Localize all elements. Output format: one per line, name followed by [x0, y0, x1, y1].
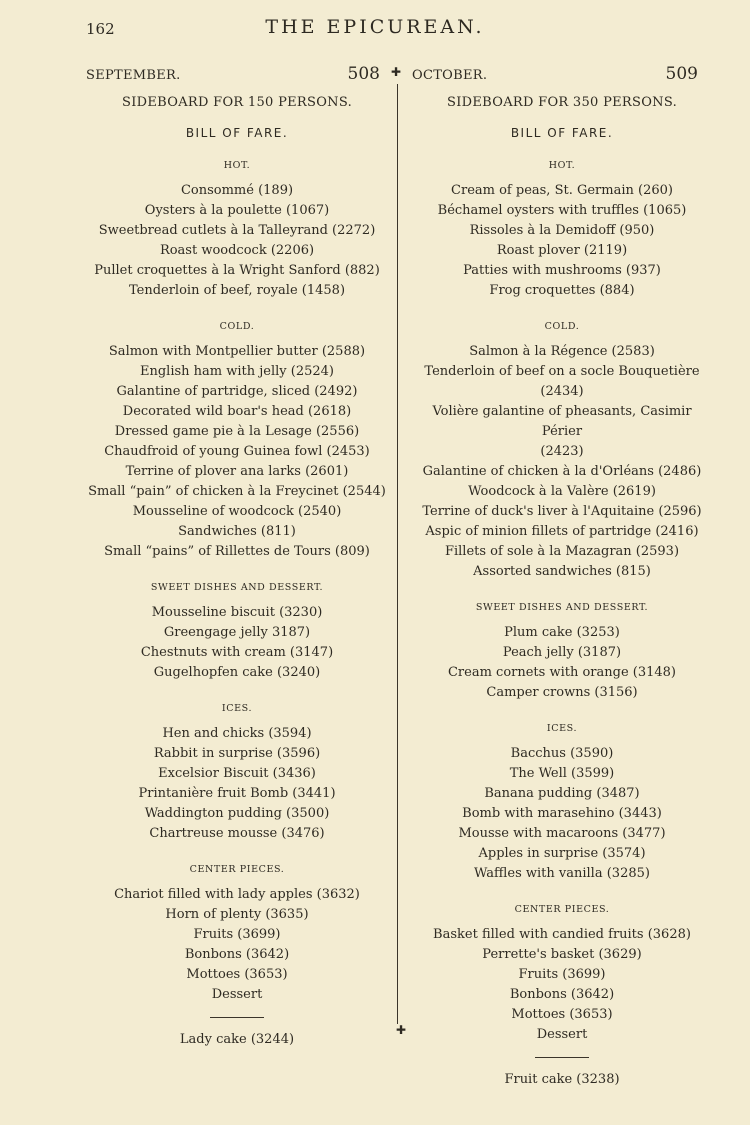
menu-item: Fruits (3699) [518, 967, 606, 982]
page-number: 162 [86, 20, 115, 38]
cold-list [412, 342, 712, 582]
menu-item: Printanière fruit Bomb (3441) [138, 786, 336, 801]
menu-item: Galantine of chicken à la d'Orléans (2486) [422, 464, 702, 479]
ices-list [412, 744, 712, 884]
section-ices: ICES. [546, 723, 578, 734]
menu-item: Frog croquettes (884) [489, 283, 635, 298]
menu-item: Assorted sandwiches (815) [473, 564, 651, 579]
menu-item: Aspic of minion fillets of partridge (2416) [425, 524, 699, 539]
menu-item: (2434) [540, 384, 584, 399]
menu-item: Patties with mushrooms (937) [463, 263, 661, 278]
hot-list [86, 181, 388, 301]
menu-509 [412, 64, 712, 1090]
menu-item: Bomb with marasehino (3443) [462, 806, 662, 821]
ices-list [86, 724, 388, 844]
menu-item: Camper crowns (3156) [486, 685, 638, 700]
menu-header [412, 64, 712, 86]
menu-item: Hen and chicks (3594) [162, 726, 312, 741]
menu-item: Perrette's basket (3629) [482, 947, 642, 962]
month: OCTOBER. [412, 68, 488, 83]
sweet-list [86, 603, 388, 683]
bill-of-fare: BILL OF FARE. [185, 126, 289, 140]
menu-item: Horn of plenty (3635) [165, 907, 309, 922]
menu-item: Pullet croquettes à la Wright Sanford (882) [94, 263, 380, 278]
section-center-pieces: CENTER PIECES. [514, 904, 610, 915]
menu-508 [86, 64, 388, 1050]
section-hot: HOT. [548, 160, 576, 171]
footer-item: Fruit cake (3238) [504, 1072, 620, 1087]
menu-item: Sweetbread cutlets à la Talleyrand (2272) [98, 223, 376, 238]
menu-item: Waddington pudding (3500) [144, 806, 330, 821]
menu-item: English ham with jelly (2524) [139, 364, 335, 379]
menu-item: Salmon with Montpellier butter (2588) [108, 344, 366, 359]
menu-item: Fruits (3699) [193, 927, 281, 942]
short-rule [210, 1017, 264, 1018]
menu-item: Cream of peas, St. Germain (260) [451, 183, 673, 198]
menu-item: Terrine of plover ana larks (2601) [125, 464, 349, 479]
menu-item: Chartreuse mousse (3476) [149, 826, 325, 841]
sweet-list [412, 623, 712, 703]
menu-item: The Well (3599) [509, 766, 615, 781]
menu-item: Chaudfroid of young Guinea fowl (2453) [104, 444, 370, 459]
sideboard-title: SIDEBOARD FOR 350 PERSONS. [446, 95, 678, 110]
menu-item: Basket filled with candied fruits (3628) [433, 927, 691, 942]
menu-item: Galantine of partridge, sliced (2492) [116, 384, 358, 399]
menu-item: Sandwiches (811) [178, 524, 296, 539]
section-cold: COLD. [219, 321, 255, 332]
menu-item: Mousse with macaroons (3477) [458, 826, 666, 841]
menu-item: Banana pudding (3487) [484, 786, 640, 801]
menu-item: Mottoes (3653) [186, 967, 288, 982]
cross-ornament-top: ✚ [391, 65, 402, 79]
footer-item: Lady cake (3244) [179, 1032, 295, 1047]
section-hot: HOT. [223, 160, 251, 171]
menu-item: Roast plover (2119) [496, 243, 628, 258]
menu-item: Bonbons (3642) [509, 987, 615, 1002]
section-cold: COLD. [544, 321, 580, 332]
section-ices: ICES. [221, 703, 253, 714]
menu-item: Mousseline biscuit (3230) [151, 605, 323, 620]
bill-of-fare: BILL OF FARE. [510, 126, 614, 140]
section-sweet: SWEET DISHES AND DESSERT. [150, 582, 324, 593]
center-list [86, 885, 388, 1005]
cold-list [86, 342, 388, 562]
short-rule [535, 1057, 589, 1058]
menu-item: Woodcock à la Valère (2619) [468, 484, 656, 499]
menu-item: Chariot filled with lady apples (3632) [114, 887, 360, 902]
menu-item: Plum cake (3253) [504, 625, 620, 640]
hot-list [412, 181, 712, 301]
menu-item: Tenderloin of beef, royale (1458) [128, 283, 346, 298]
menu-number: 508 [347, 64, 380, 84]
menu-item: Fillets of sole à la Mazagran (2593) [444, 544, 680, 559]
column-divider [397, 84, 398, 1024]
menu-item: Waffles with vanilla (3285) [474, 866, 650, 881]
cross-ornament-bottom: ✚ [396, 1023, 407, 1037]
menu-item: Chestnuts with cream (3147) [140, 645, 334, 660]
menu-item: Dessert [211, 987, 263, 1002]
menu-item: Mottoes (3653) [511, 1007, 613, 1022]
menu-item: Béchamel oysters with truffles (1065) [437, 203, 687, 218]
menu-item: Bacchus (3590) [510, 746, 614, 761]
menu-item: Cream cornets with orange (3148) [447, 665, 677, 680]
menu-item: Apples in surprise (3574) [478, 846, 646, 861]
menu-item: Terrine of duck's liver à l'Aquitaine (2596) [422, 504, 702, 519]
menu-item: Peach jelly (3187) [502, 645, 622, 660]
menu-item: Greengage jelly 3187) [163, 625, 311, 640]
running-head: THE EPICUREAN. [265, 16, 485, 38]
section-sweet: SWEET DISHES AND DESSERT. [475, 602, 649, 613]
menu-item: Roast woodcock (2206) [159, 243, 315, 258]
month: SEPTEMBER. [86, 68, 181, 83]
menu-header [86, 64, 388, 86]
menu-item: Volière galantine of pheasants, Casimir Périer [432, 404, 692, 439]
menu-item: (2423) [540, 444, 584, 459]
menu-item: Bonbons (3642) [184, 947, 290, 962]
menu-item: Rabbit in surprise (3596) [153, 746, 321, 761]
menu-item: Dessert [536, 1027, 588, 1042]
menu-item: Consommé (189) [180, 183, 294, 198]
menu-item: Salmon à la Régence (2583) [469, 344, 655, 359]
sideboard-title: SIDEBOARD FOR 150 PERSONS. [121, 95, 353, 110]
menu-item: Decorated wild boar's head (2618) [122, 404, 352, 419]
menu-item: Oysters à la poulette (1067) [144, 203, 330, 218]
menu-item: Small “pain” of chicken à la Freycinet (2544) [88, 484, 386, 499]
menu-item: Dressed game pie à la Lesage (2556) [114, 424, 360, 439]
menu-item: Mousseline of woodcock (2540) [132, 504, 342, 519]
menu-item: Gugelhopfen cake (3240) [153, 665, 321, 680]
center-list [412, 925, 712, 1045]
menu-item: Rissoles à la Demidoff (950) [469, 223, 655, 238]
menu-number: 509 [665, 64, 698, 84]
section-center-pieces: CENTER PIECES. [189, 864, 285, 875]
menu-item: Excelsior Biscuit (3436) [158, 766, 316, 781]
menu-item: Tenderloin of beef on a socle Bouquetière [424, 364, 700, 379]
menu-item: Small “pains” of Rillettes de Tours (809) [104, 544, 370, 559]
